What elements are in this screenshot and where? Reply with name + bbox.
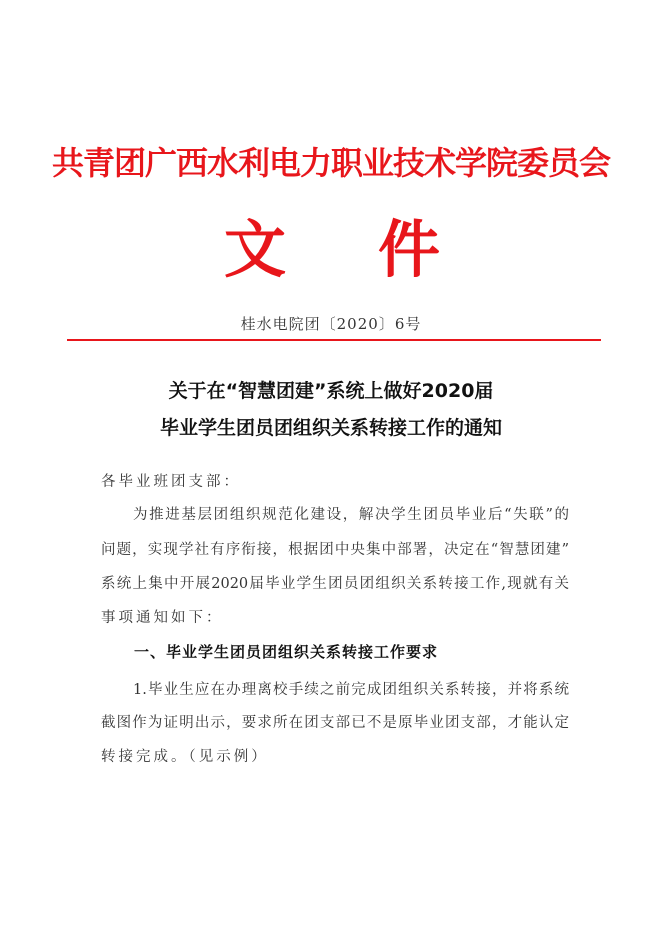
paragraph-line: 系统上集中开展2020届毕业学生团员团组织关系转接工作,现就有关 xyxy=(101,576,569,592)
paragraph-line: 1.毕业生应在办理离校手续之前完成团组织关系转接，并将系统 xyxy=(133,682,569,698)
paragraph-line: 问题，实现学社有序衔接，根据团中央集中部署，决定在“智慧团建” xyxy=(101,542,569,558)
document-number: 桂水电院团〔2020〕6号 xyxy=(240,315,422,333)
section-heading: 一、毕业学生团员团组织关系转接工作要求 xyxy=(134,643,439,661)
issuing-organization: 共青团广西水利电力职业技术学院委员会 xyxy=(51,144,610,182)
paragraph-line: 截图作为证明出示，要求所在团支部已不是原毕业团支部，才能认定 xyxy=(101,715,569,731)
document-type-char-1: 文 xyxy=(224,213,287,286)
paragraph-line: 事项通知如下： xyxy=(101,610,224,626)
paragraph-line: 转接完成。（见示例） xyxy=(101,749,269,765)
document-type-char-2: 件 xyxy=(378,213,441,286)
red-divider xyxy=(67,339,601,341)
salutation: 各毕业班团支部： xyxy=(101,474,241,490)
notice-title-line-1: 关于在“智慧团建”系统上做好2020届 xyxy=(168,380,494,402)
paragraph-line: 为推进基层团组织规范化建设，解决学生团员毕业后“失联”的 xyxy=(133,507,569,523)
notice-title-line-2: 毕业学生团员团组织关系转接工作的通知 xyxy=(159,417,502,439)
